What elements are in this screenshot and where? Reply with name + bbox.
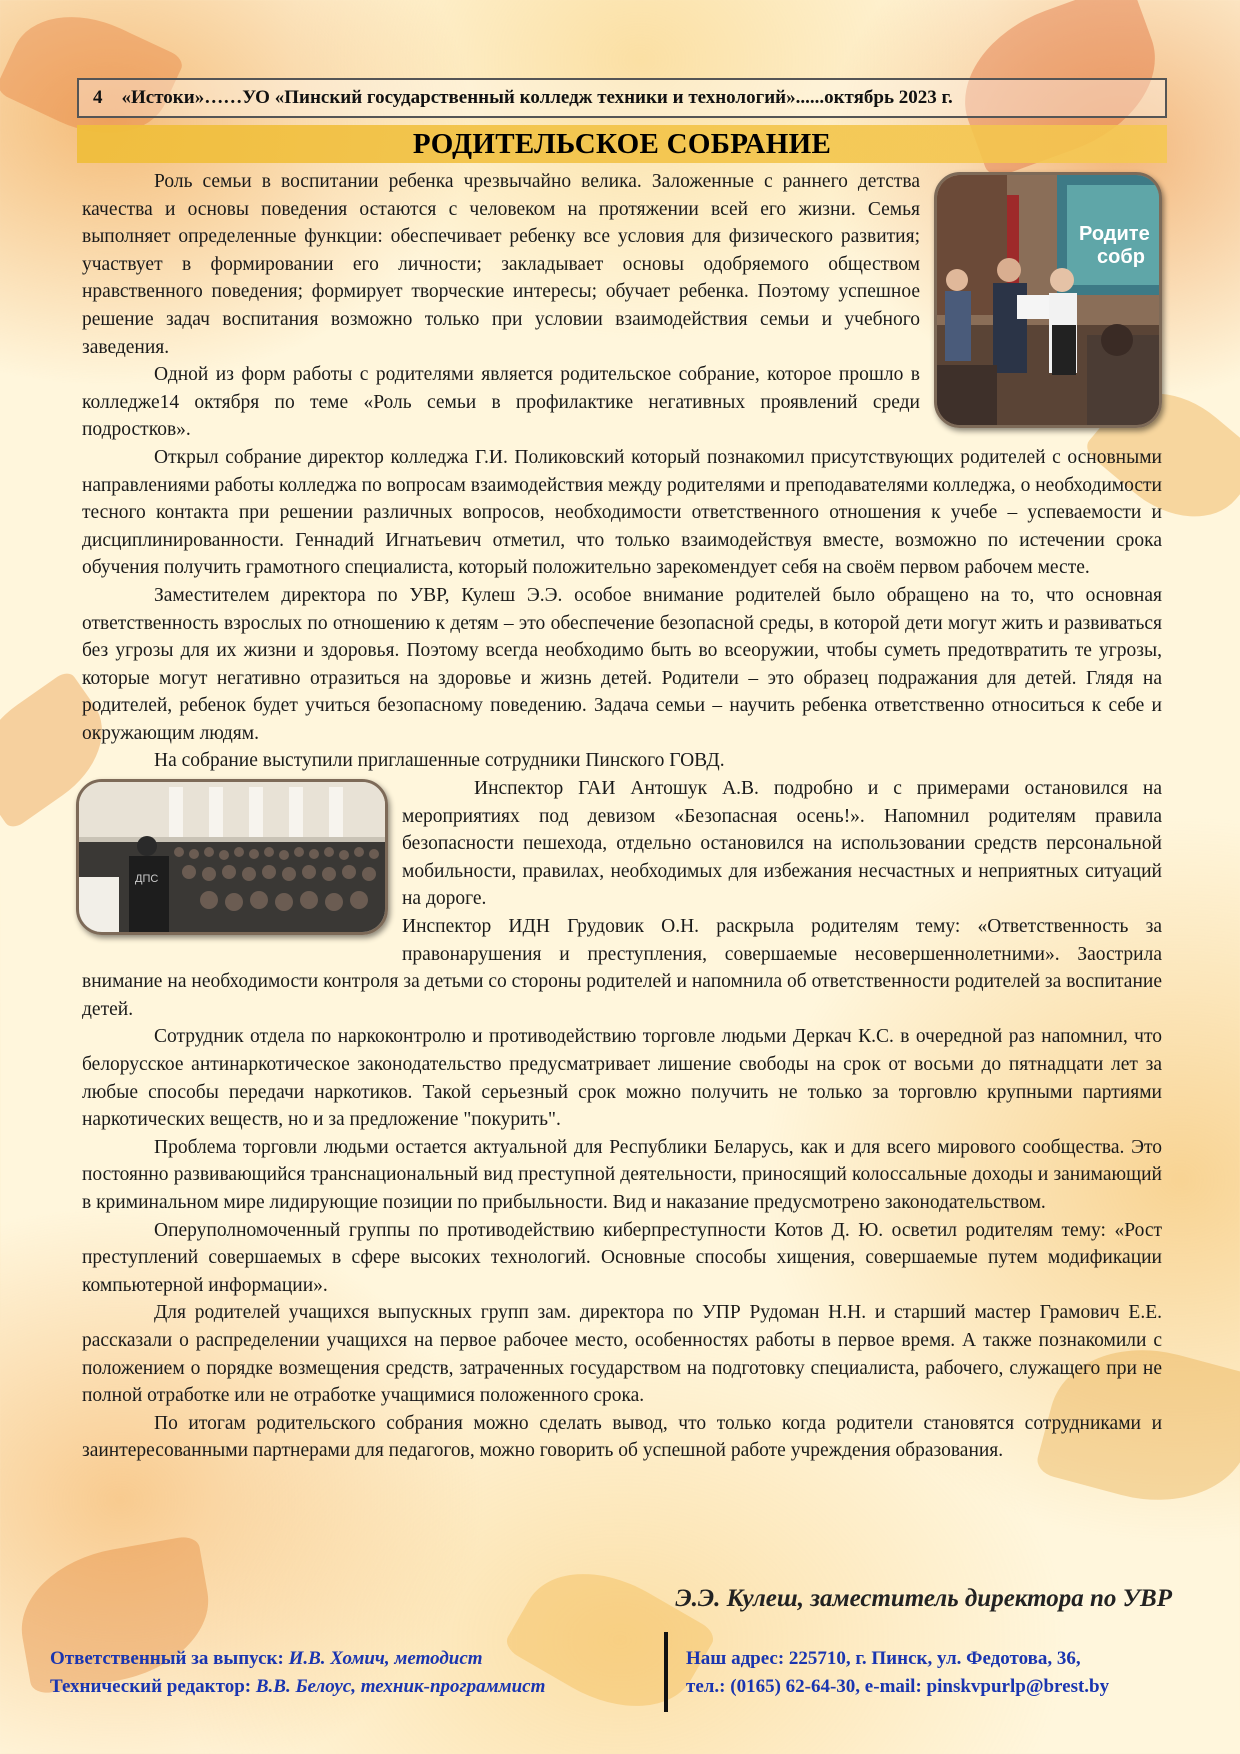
paragraph: Заместителем директора по УВР, Кулеш Э.Э. особое внимание родителей было обращено на то, что основная ответственность взрослых по отношению к детям – это обеспечение безопасной среды, в которой дети могут жить и развиваться без угрозы для их жизни и здоровья. Поэтому всегда необходимо быть во всеоружии, чтобы суметь предотвратить те угрозы, которые могут негативно отразиться на здоровье и жизнь детей. Родители – это образец подражания для детей. Глядя на родителей, ребенок будет учиться безопасному поведению. Задача семьи – научить ребенка ответственно относиться к себе и окружающим людям. <box>82 584 1162 744</box>
paragraph: Оперуполномоченный группы по противодействию киберпреступности Котов Д. Ю. осветил родителям тему: «Рост преступлений совершаемых в сфере высоких технологий. Основные способы хищения, совершаемые путем модификации компьютерной информации». <box>82 1219 1162 1296</box>
paragraph: На собрание выступили приглашенные сотрудники Пинского ГОВД. <box>154 750 725 772</box>
newspaper-header <box>77 78 1167 118</box>
svg-text:собр: собр <box>1097 246 1145 268</box>
responsible-label: Ответственный за выпуск: <box>50 1648 284 1669</box>
paragraph: По итогам родительского собрания можно сделать вывод, что только когда родители становятся сотрудниками и заинтересованными партнерами для педагогов, можно говорить об успешной работе учреждения образования. <box>82 1412 1162 1462</box>
paragraph: Сотрудник отдела по наркоконтролю и противодействию торговле людьми Деркач К.С. в очередной раз напомнил, что белорусское антинаркотическое законодательство предусматривает лишение свободы на срок от восьми до пятнадцати лет за любые способы передачи наркотиков. Такой серьезный срок можно получить не только за торговлю крупными партиями наркотических веществ, но и за предложение "покурить". <box>82 1026 1162 1131</box>
address-line: Наш адрес: 225710, г. Пинск, ул. Федотова, 36, <box>686 1648 1081 1669</box>
footer-contacts <box>686 1645 1109 1701</box>
article-body <box>82 168 1162 1465</box>
uniform-label: ДПС <box>135 873 159 886</box>
meeting-photo-audience <box>76 779 388 935</box>
presentation-slide-text: Родите <box>1079 223 1150 245</box>
paragraph: Проблема торговли людьми остается актуальной для Республики Беларусь, как и для всего мирового сообщества. Это постоянно развивающийся транснациональный вид преступной деятельности, приносящий колоссальные доходы и занимающий в криминальном мире лидирующие позиции по прибыльности. Вид и наказание предусмотрено законодательством. <box>82 1136 1162 1213</box>
responsible-name: И.В. Хомич, методист <box>288 1648 483 1669</box>
footer-credits <box>50 1645 545 1701</box>
paragraph: Для родителей учащихся выпускных групп зам. директора по УПР Рудоман Н.Н. и старший мастер Грамович Е.Е. рассказали о распределении учащихся на первое рабочее место, особенностях работы в первое время. А также познакомили с положением о порядке возмещения средств, затраченных государством на подготовку специалиста, рабочего, служащего при не полной отработке или не отработке учащимися положенного срока. <box>82 1302 1162 1407</box>
editor-name: В.В. Белоус, техник-программист <box>255 1676 546 1697</box>
paragraph: Инспектор ГАИ Антошук А.В. подробно и с примерами остановился на мероприятиях под девизом «Безопасная осень!». Напомнил родителям правила безопасности пешехода, отдельно остановился на использовании средств персональной мобильности, правилах, необходимых для избежания несчастных и неприятных ситуаций на дороге. <box>402 778 1162 910</box>
article-title: РОДИТЕЛЬСКОЕ СОБРАНИЕ <box>77 125 1167 163</box>
article-signature: Э.Э. Кулеш, заместитель директора по УВР <box>675 1585 1172 1612</box>
meeting-photo-presentation <box>934 172 1162 428</box>
paragraph: Одной из форм работы с родителями является родительское собрание, которое прошло в колледже14 октября по теме «Роль семьи в профилактике негативных проявлений среди подростков». <box>82 364 920 441</box>
paragraph: Инспектор ИДН Грудовик О.Н. раскрыла родителям тему: «Ответственность за правонарушения и преступления, совершаемые несовершеннолетними». Заострила внимание на необходимости контроля за детьми со стороны родителей и напомнила об ответственности родителей за воспитание детей. <box>82 916 1162 1020</box>
header-text: «Истоки»……УО «Пинский государственный колледж техники и технологий»......октябрь 2023 г. <box>121 87 953 108</box>
paragraph: Открыл собрание директор колледжа Г.И. Поликовский который познакомил присутствующих родителей с основными направлениями работы колледжа по вопросам взаимодействия между родителями и преподавателями колледжа, о необходимости тесного контакта при решении различных вопросов, необходимости ответственного отношения к учебе – успеваемости и дисциплинированности. Геннадий Игнатьевич отметил, что только взаимодействуя вместе, возможно по истечении срока обучения получить грамотного специалиста, который положительно зарекомендует себя на своём первом рабочем месте. <box>82 446 1162 579</box>
editor-label: Технический редактор: <box>50 1676 252 1697</box>
page-number: 4 <box>93 87 103 108</box>
autumn-leaf-decoration <box>502 1543 718 1737</box>
paragraph: Роль семьи в воспитании ребенка чрезвычайно велика. Заложенные с раннего детства качества и основы поведения остаются с человеком на протяжении всей его жизни. Семья выполняет определенные функции: обеспечивает ребенку все условия для физического развития; участвует в формировании его личности; закладывает основы одобряемого обществом нравственного поведения; формирует творческие интересы; обучает ребенка. Поэтому успешное решение задач воспитания возможно только при условии взаимодействия семьи и учебного заведения. <box>82 171 920 358</box>
contacts-line: тел.: (0165) 62-64-30, e-mail: pinskvpurlp@brest.by <box>686 1676 1110 1697</box>
footer-divider <box>664 1632 668 1712</box>
